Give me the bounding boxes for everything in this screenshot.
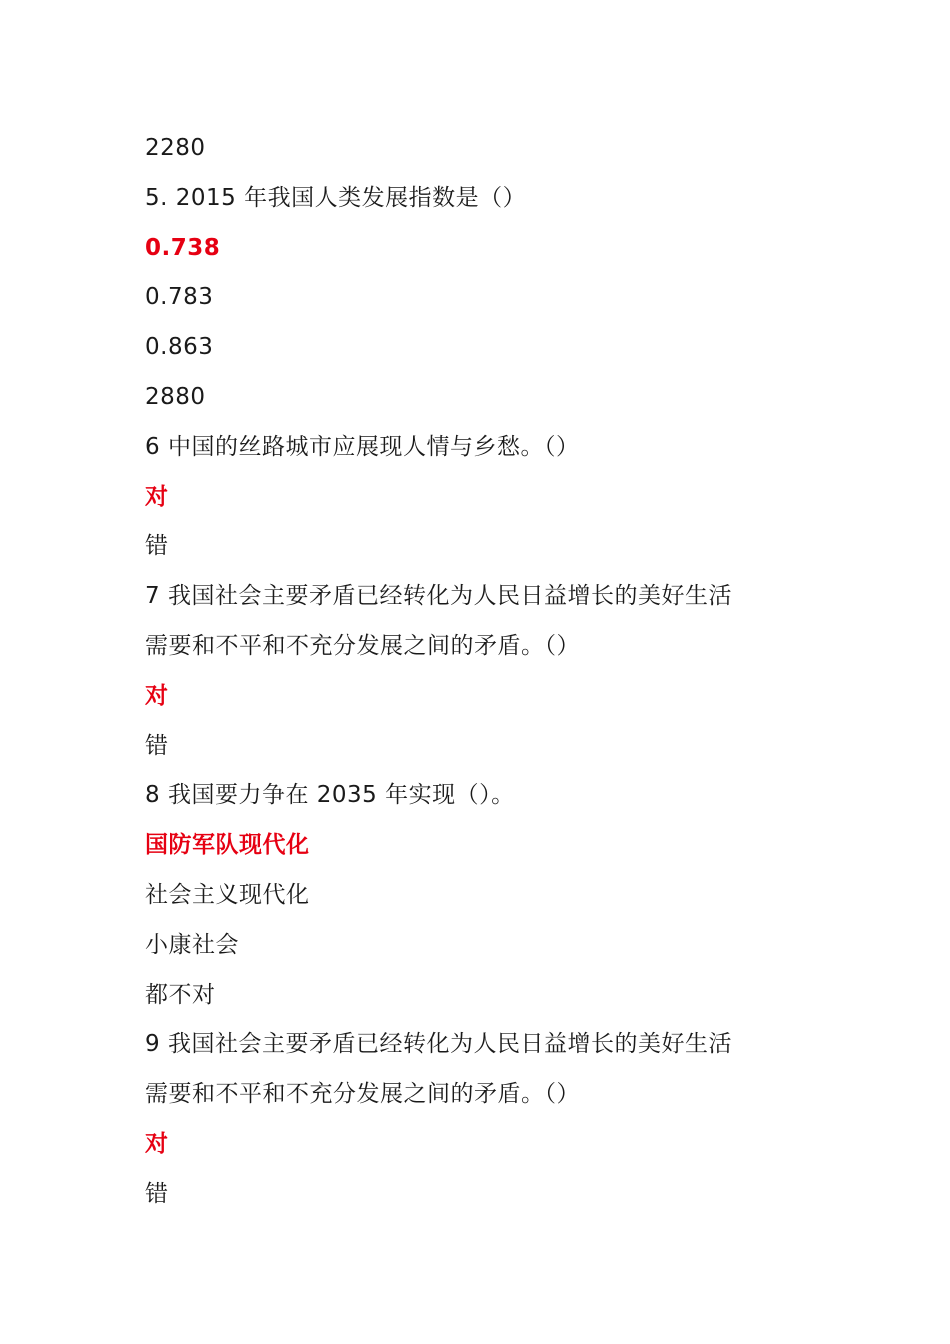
option-text: 0.863 bbox=[145, 334, 214, 361]
option-text: 社会主义现代化 bbox=[145, 881, 310, 908]
question-8: 8 我国要力争在 2035 年实现（）。 bbox=[145, 782, 515, 809]
option-text: 错 bbox=[145, 533, 169, 560]
correct-answer: 对 bbox=[145, 1130, 169, 1157]
option-text: 2880 bbox=[145, 383, 206, 410]
document-body bbox=[145, 124, 825, 1220]
correct-answer: 国防军队现代化 bbox=[145, 832, 310, 859]
question-5: 5. 2015 年我国人类发展指数是（） bbox=[145, 184, 527, 211]
option-text: 都不对 bbox=[145, 981, 216, 1008]
option-text: 错 bbox=[145, 732, 169, 759]
correct-answer: 对 bbox=[145, 682, 169, 709]
question-7-continued: 需要和不平和不充分发展之间的矛盾。（） bbox=[145, 632, 580, 659]
question-9: 9 我国社会主要矛盾已经转化为人民日益增长的美好生活 bbox=[145, 1031, 732, 1058]
option-text: 小康社会 bbox=[145, 931, 239, 958]
correct-answer: 对 bbox=[145, 483, 169, 510]
option-text: 2280 bbox=[145, 135, 206, 161]
question-9-continued: 需要和不平和不充分发展之间的矛盾。（） bbox=[145, 1081, 580, 1108]
question-7: 7 我国社会主要矛盾已经转化为人民日益增长的美好生活 bbox=[145, 583, 732, 610]
option-text: 0.783 bbox=[145, 284, 214, 311]
correct-answer: 0.738 bbox=[145, 234, 221, 261]
option-text: 错 bbox=[145, 1180, 169, 1207]
question-6: 6 中国的丝路城市应展现人情与乡愁。（） bbox=[145, 433, 580, 460]
